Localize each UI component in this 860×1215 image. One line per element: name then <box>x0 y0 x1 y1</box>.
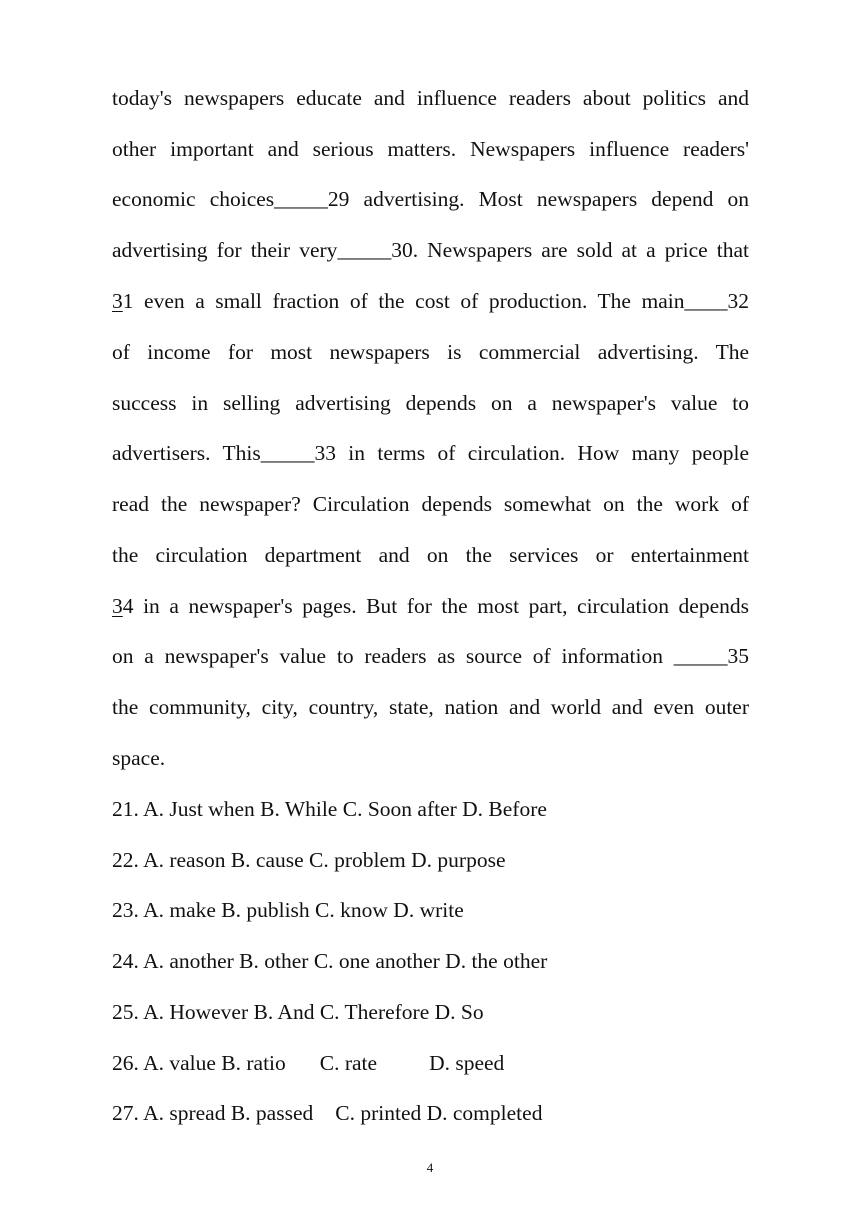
question-options: 27. A. spread B. passed <box>112 1101 314 1125</box>
question-options: 23. A. make B. publish C. know D. write <box>112 898 464 922</box>
question-22 <box>112 846 749 874</box>
blank-29: _____2 <box>274 187 339 211</box>
passage-text: the circulation department and on the services or entertainment <box>112 543 749 567</box>
passage-text: of income for most newspapers is commercial advertising. The <box>112 340 749 364</box>
question-options: C. rate <box>319 1051 378 1075</box>
question-26 <box>112 1049 749 1077</box>
passage-line-13 <box>112 693 749 721</box>
passage-text: success in selling advertising depends on a newspaper's value to <box>112 391 749 415</box>
passage-text: 32 <box>727 289 749 313</box>
question-21 <box>112 795 749 823</box>
passage-line-1 <box>112 84 749 112</box>
question-23 <box>112 896 749 924</box>
blank-32: ____ <box>684 289 728 313</box>
passage-text: 33 in terms of circulation. How many people <box>314 441 749 465</box>
passage-line-4 <box>112 236 749 264</box>
passage-line-14 <box>112 744 749 772</box>
passage-line-2 <box>112 135 749 163</box>
passage-text: the community, city, country, state, nation and world and even outer <box>112 695 749 719</box>
question-options: 22. A. reason B. cause C. problem D. purpose <box>112 848 506 872</box>
blank-35: _____3 <box>673 644 739 668</box>
passage-text: 4 in a newspaper's pages. But for the most part, circulation depends <box>122 594 749 618</box>
question-options: 21. A. Just when B. While C. Soon after D. Before <box>112 797 547 821</box>
passage-line-9 <box>112 490 749 518</box>
passage-text: 5 <box>738 644 749 668</box>
passage-text: advertisers. This <box>112 441 261 465</box>
passage-line-11 <box>112 592 749 620</box>
blank-33: _____ <box>260 441 315 465</box>
passage-text: economic choices <box>112 187 275 211</box>
passage-line-5 <box>112 287 749 315</box>
passage-text: on a newspaper's value to readers as source of information <box>112 644 674 668</box>
passage-line-7 <box>112 389 749 417</box>
question-options: 24. A. another B. other C. one another D. the other <box>112 949 548 973</box>
passage-text: 1 even a small fraction of the cost of production. The main <box>122 289 685 313</box>
blank-31: 3 <box>112 289 123 313</box>
blank-34: 3 <box>112 594 123 618</box>
page-number: 4 <box>426 1160 434 1175</box>
question-options: D. speed <box>429 1051 505 1075</box>
passage-text: advertising for their very <box>112 238 338 262</box>
passage-text: today's newspapers educate and influence readers about politics and <box>112 86 749 110</box>
question-options: C. printed D. completed <box>335 1101 543 1125</box>
question-25 <box>112 998 749 1026</box>
passage-text: read the newspaper? Circulation depends somewhat on the work of <box>112 492 749 516</box>
blank-30: _____3 <box>337 238 402 262</box>
question-24 <box>112 947 749 975</box>
passage-text: space. <box>112 746 166 770</box>
passage-line-8 <box>112 439 749 467</box>
question-27 <box>112 1099 749 1127</box>
question-options: 26. A. value B. ratio <box>112 1051 286 1075</box>
passage-line-10 <box>112 541 749 569</box>
question-options: 25. A. However B. And C. Therefore D. So <box>112 1000 484 1024</box>
passage-text: 9 advertising. Most newspapers depend on <box>338 187 750 211</box>
passage-line-6 <box>112 338 749 366</box>
passage-line-12 <box>112 642 749 670</box>
passage-line-3 <box>112 185 749 213</box>
passage-text: 0. Newspapers are sold at a price that <box>401 238 750 262</box>
passage-text: other important and serious matters. Newspapers influence readers' <box>112 137 749 161</box>
